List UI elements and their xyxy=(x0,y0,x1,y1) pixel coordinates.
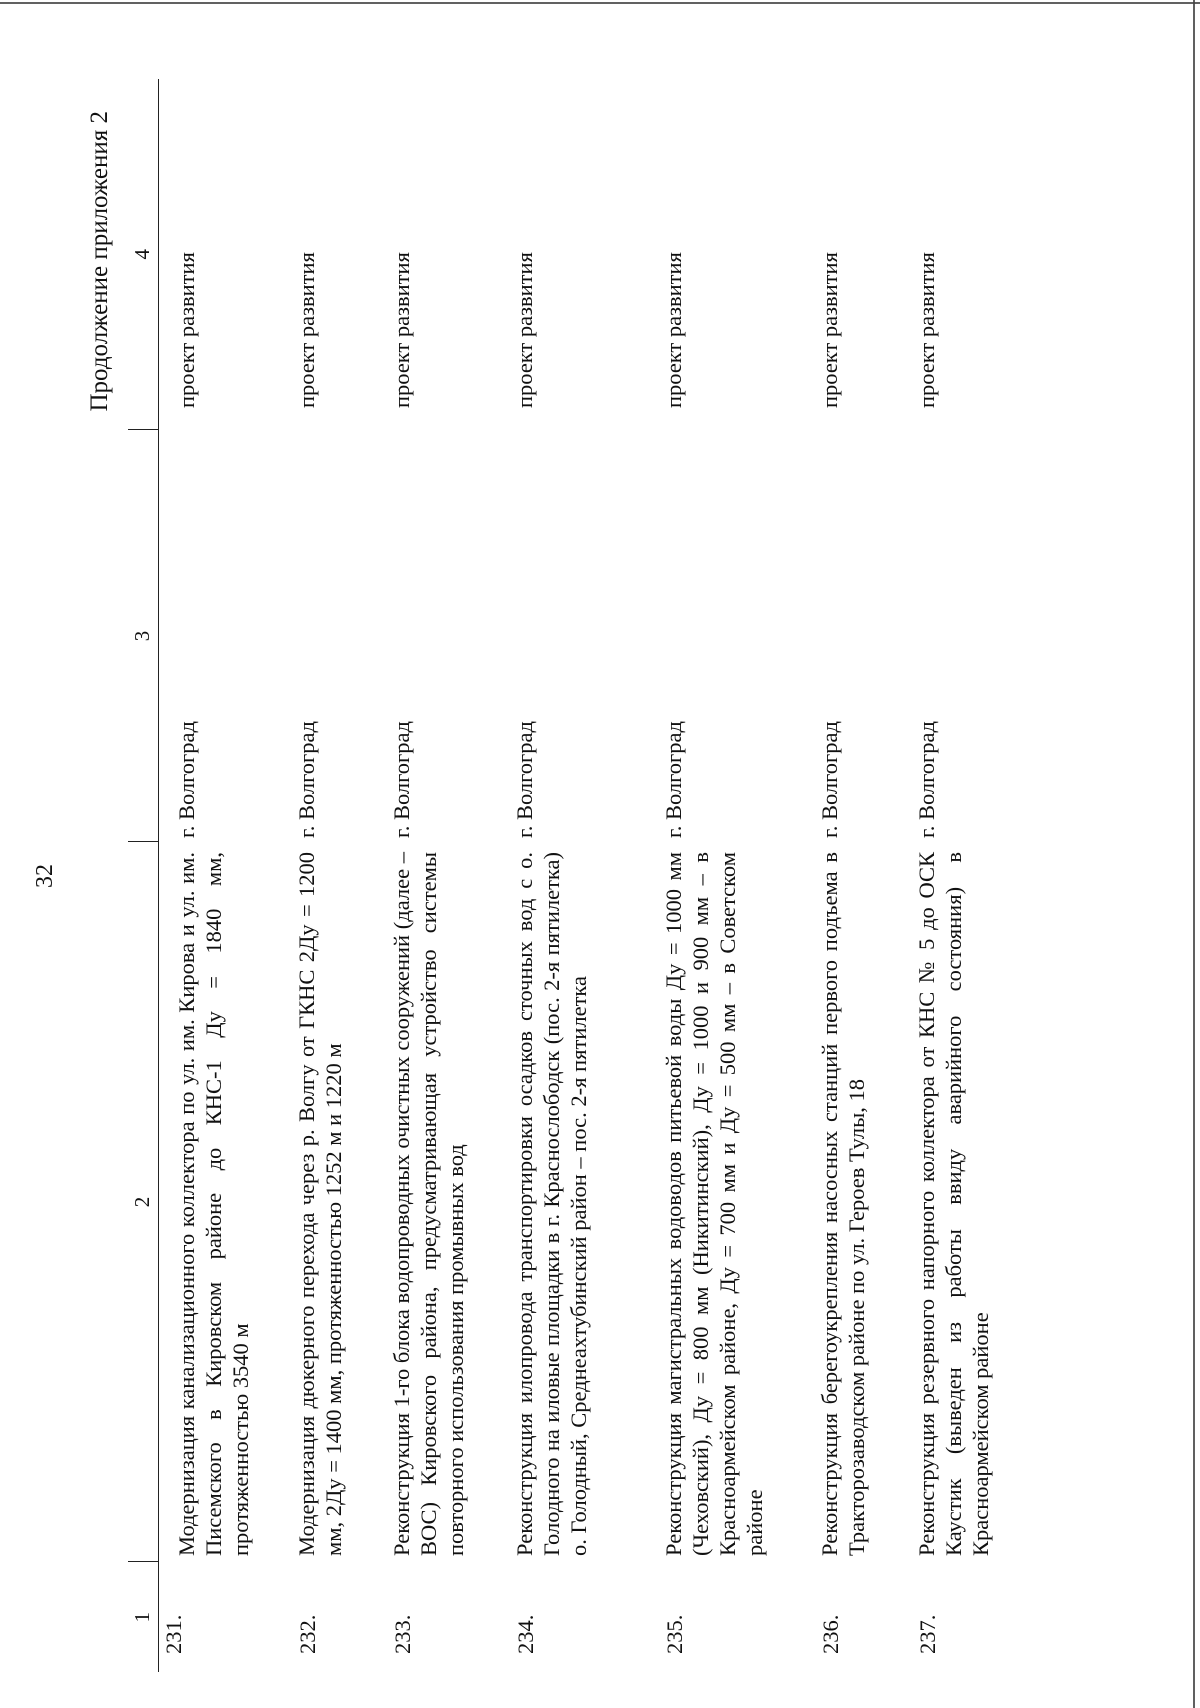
row-number: 236. xyxy=(818,1614,843,1654)
row-description: Модернизация канализационного коллектора по ул. им. Кирова и ул. им. Писемского в Кировском районе до КНС-1 Ду = 1840 мм, протяженностью 3540 м xyxy=(174,852,253,1556)
row-kind: проект развития xyxy=(914,252,939,408)
row-kind: проект развития xyxy=(661,252,686,408)
row-location: г. Волгоград xyxy=(174,721,199,838)
table-row xyxy=(388,79,511,1672)
column-header-4: 4 xyxy=(128,79,159,430)
row-kind: проект развития xyxy=(174,252,199,408)
table-row xyxy=(913,79,1004,1672)
table-row xyxy=(159,79,294,1672)
row-location: г. Волгоград xyxy=(817,721,842,838)
column-header-3: 3 xyxy=(128,430,159,842)
row-location: г. Волгоград xyxy=(661,721,686,838)
row-kind: проект развития xyxy=(512,252,537,408)
row-location: г. Волгоград xyxy=(294,721,319,838)
row-description: Модернизация дюкерного перехода через р. Волгу от ГКНС 2Ду = 1200 мм, 2Ду = 1400 мм, протяженностью 1252 м и 1220 м xyxy=(294,852,346,1556)
row-kind: проект развития xyxy=(817,252,842,408)
row-description: Реконструкция магистральных водоводов питьевой воды Ду = 1000 мм (Чеховский), Ду = 800 мм (Никитинский), Ду = 1000 и 900 мм – в Красноармейском районе, Ду = 700 мм и Ду = 500 мм – в Советском районе xyxy=(661,852,767,1556)
page-number: 32 xyxy=(32,864,58,888)
row-number: 233. xyxy=(390,1614,415,1654)
row-number: 232. xyxy=(295,1614,320,1654)
table-row xyxy=(293,79,388,1672)
appendix-title: Продолжение приложения 2 xyxy=(86,111,113,412)
row-description: Реконструкция илопровода транспортировки осадков сточных вод с о. Голодного на иловые площадки в г. Краснослободск (пос. 2-я пятилетка) о. Голодный, Среднеахтубинский район – пос. 2-я пятилетка xyxy=(512,852,591,1556)
row-location: г. Волгоград xyxy=(389,721,414,838)
table-header-row xyxy=(128,79,159,1672)
table-row xyxy=(816,79,913,1672)
row-description: Реконструкция резервного напорного коллектора от КНС № 5 до ОСК Каустик (выведен из работы ввиду аварийного состояния) в Красноармейском районе xyxy=(914,852,993,1556)
row-location: г. Волгоград xyxy=(512,721,537,838)
table-row xyxy=(511,79,660,1672)
column-header-1: 1 xyxy=(128,1562,159,1672)
row-description: Реконструкция берегоукрепления насосных станций первого подъема в Тракторозаводском районе по ул. Героев Тулы, 18 xyxy=(817,852,869,1556)
row-kind: проект развития xyxy=(294,252,319,408)
column-header-2: 2 xyxy=(128,842,159,1562)
row-number: 235. xyxy=(662,1614,687,1654)
row-number: 237. xyxy=(915,1614,940,1654)
row-kind: проект развития xyxy=(389,252,414,408)
row-location: г. Волгоград xyxy=(914,721,939,838)
row-number: 234. xyxy=(513,1614,538,1654)
table-row xyxy=(660,79,816,1672)
row-number: 231. xyxy=(161,1614,186,1654)
row-description: Реконструкция 1-го блока водопроводных очистных сооружений (далее – ВОС) Кировского района, предусматривающая устройство системы повторного использования промывных вод xyxy=(389,852,468,1556)
data-table xyxy=(128,79,1004,1672)
